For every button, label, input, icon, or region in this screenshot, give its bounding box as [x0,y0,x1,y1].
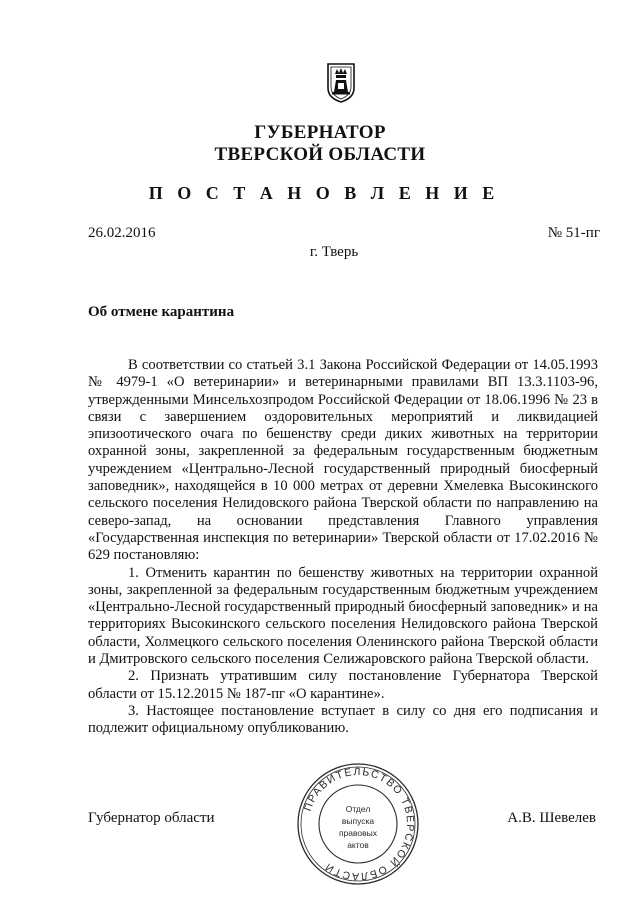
stamp-line-2: выпуска [341,816,375,826]
decree-item-1: 1. Отменить карантин по бешенству животных на территории охранной зоны, закрепленной за федеральным государственным бюджетным учреждением «Центрально-Лесной государственный природный биосферный заповедник» и на территориях Высокинского сельского поселения Нелидовского района Тверской области, Холмецкого сельского поселения Оленинского района Тверской области и Дмитровского сельского поселения Селижаровского района Тверской области. [88,564,598,668]
stamp-line-1: Отдел [345,804,371,814]
stamp-line-4: актов [347,840,369,850]
document-body [88,357,598,738]
region-title: ТВЕРСКОЙ ОБЛАСТИ [214,144,426,165]
stamp-ring-text: ПРАВИТЕЛЬСТВО ТВЕРСКОЙ ОБЛАСТИ [301,765,417,883]
tver-coat-of-arms-icon [326,62,356,104]
governor-title: ГУБЕРНАТОР [254,122,386,143]
document-date: 26.02.2016 [88,225,156,241]
official-stamp [296,762,420,886]
document-city: г. Тверь [309,244,359,260]
document-subject: Об отмене карантина [88,304,235,320]
decree-type-heading: П О С Т А Н О В Л Е Н И Е [148,183,500,203]
decree-item-3: 3. Настоящее постановление вступает в силу со дня его подписания и подлежит официальному опубликованию. [88,702,598,737]
preamble-paragraph: В соответствии со статьей 3.1 Закона Российской Федерации от 14.05.1993 № 4979-1 «О ветеринарии» и ветеринарными правилами ВП 13.3.1103-96, утвержденными Минсельхозпродом Российской Федерации от 18.06.1996 № 23 в связи с завершением оздоровительных мероприятий и ликвидацией эпизоотического очага по бешенству среди диких животных на территории охранной зоны, закрепленной за федеральным государственным бюджетным учреждением «Центрально-Лесной государственный природный биосферный заповедник», находящейся в 10 000 метрах от деревни Хмелевка Высокинского сельского поселения Нелидовского района Тверской области по направлению на северо-запад, на основании представления Главного управления «Государственная инспекция по ветеринарии» Тверской области от 17.02.2016 № 629 постановляю: [88,357,598,564]
decree-item-2: 2. Признать утратившим силу постановление Губернатора Тверской области от 15.12.2015 № 187-пг «О карантине». [88,668,598,702]
signatory-name: А.В. Шевелев [507,810,596,826]
document-number: № 51-пг [547,225,600,241]
stamp-line-3: правовых [338,828,378,838]
signatory-position: Губернатор области [88,810,215,826]
